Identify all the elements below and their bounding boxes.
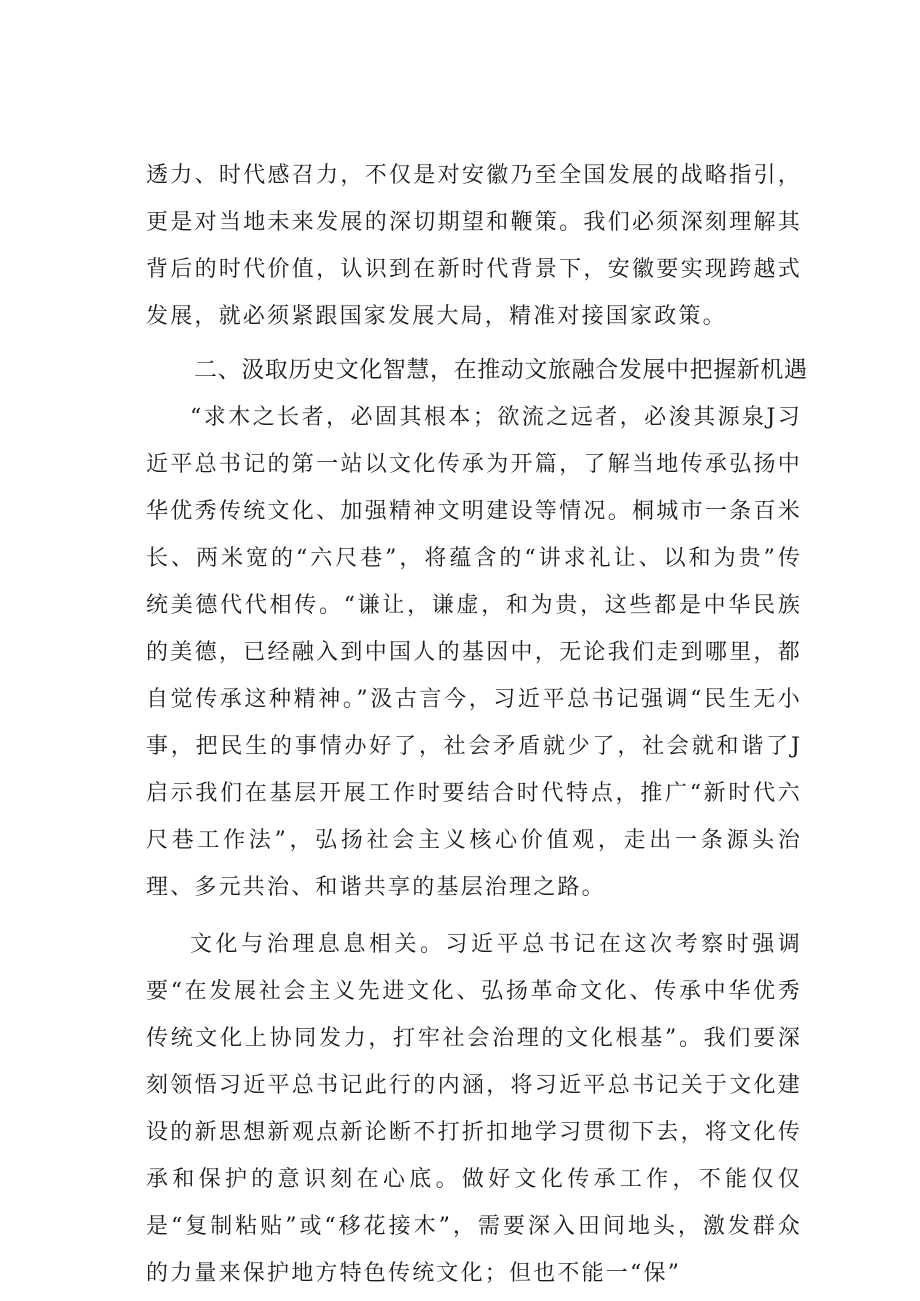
paragraph-culture-governance: 文化与治理息息相关。习近平总书记在这次考察时强调要“在发展社会主义先进文化、弘扬革命文化、传承中华优秀传统文化上协同发力，打牢社会治理的文化根基”。我们要深刻领悟习近平总书记此行的内涵，将习近平总书记关于文化建设的新思想新观点新论断不打折扣地学习贯彻下去，将文化传承和保护的意识刻在心底。做好文化传承工作，不能仅仅是“复制粘贴”或“移花接木”，需要深入田间地头，激发群众的力量来保护地方特色传统文化；但也不能一“保”: [146, 932, 802, 1286]
section-heading: 二、汲取历史文化智慧，在推动文旅融合发展中把握新机遇: [194, 357, 808, 383]
document-body: [146, 152, 808, 1297]
paragraph-quote: “求木之长者，必固其根本；欲流之远者，必浚其源泉J习近平总书记的第一站以文化传承为开篇，了解当地传承弘扬中华优秀传统文化、加强精神文明建设等情况。桐城市一条百米长、两米宽的“六尺巷”，将蕴含的“讲求礼让、以和为贵”传统美德代代相传。“谦让，谦虚，和为贵，这些都是中华民族的美德，已经融入到中国人的基因中，无论我们走到哪里，都自觉传承这种精神。”汲古言今，习近平总书记强调“民生无小事，把民生的事情办好了，社会矛盾就少了，社会就和谐了J启示我们在基层开展工作时要结合时代特点，推广“新时代六尺巷工作法”，弘扬社会主义核心价值观，走出一条源头治理、多元共治、和谐共享的基层治理之路。: [146, 405, 802, 900]
paragraph-continuation: 透力、时代感召力，不仅是对安徽乃至全国发展的战略指引，更是对当地未来发展的深切期望和鞭策。我们必须深刻理解其背后的时代价值，认识到在新时代背景下，安徽要实现跨越式发展，就必须紧跟国家发展大局，精准对接国家政策。: [146, 163, 802, 329]
